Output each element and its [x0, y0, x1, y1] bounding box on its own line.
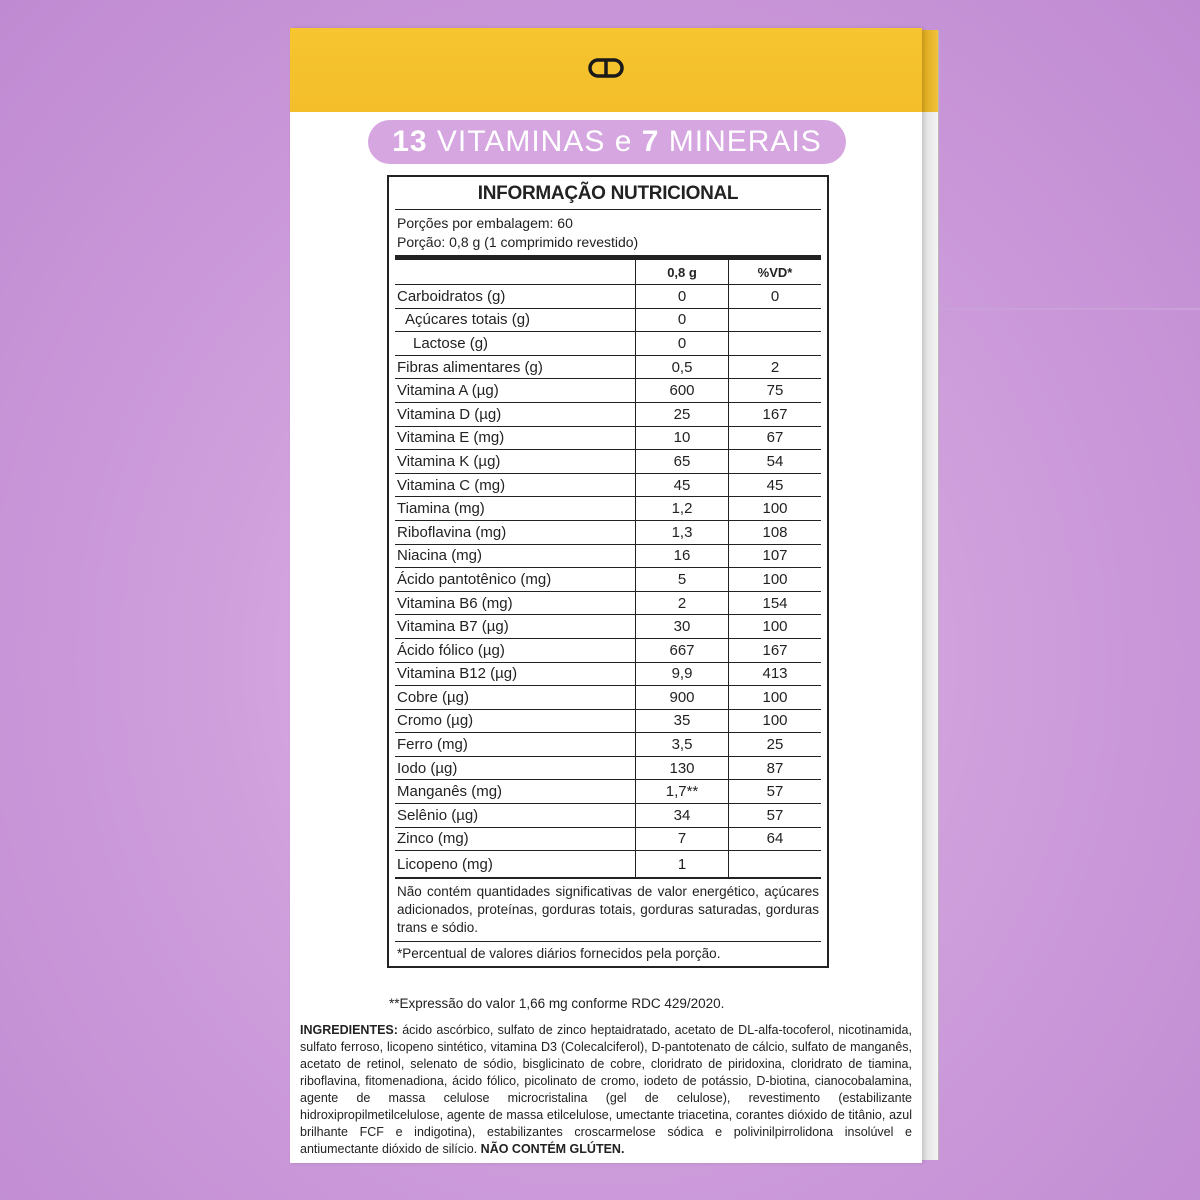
- nutrition-row: [395, 827, 821, 851]
- nutrition-row: [395, 426, 821, 450]
- nutrient-amount: 65: [636, 450, 729, 474]
- nutrition-header-row: [395, 260, 821, 285]
- nutrient-name: Vitamina A (µg): [395, 379, 636, 403]
- nutrient-dv: 154: [729, 591, 822, 615]
- nutrient-amount: 600: [636, 379, 729, 403]
- nutrient-name: Lactose (g): [395, 332, 636, 356]
- minerals-count: 7: [641, 125, 660, 158]
- nutrient-amount: 35: [636, 709, 729, 733]
- product-box-back: [290, 28, 922, 1163]
- nutrient-name: Cobre (µg): [395, 686, 636, 710]
- nutrient-name: Iodo (µg): [395, 756, 636, 780]
- nutrient-amount: 10: [636, 426, 729, 450]
- nutrition-row: [395, 308, 821, 332]
- nutrient-name: Vitamina B7 (µg): [395, 615, 636, 639]
- nutrient-dv: 64: [729, 827, 822, 851]
- nutrient-name: Selênio (µg): [395, 804, 636, 828]
- nutrient-name: Vitamina B12 (µg): [395, 662, 636, 686]
- nutrient-amount: 7: [636, 827, 729, 851]
- capsule-icon: [588, 58, 624, 78]
- nutrient-amount: 1: [636, 851, 729, 879]
- nutrient-dv: 54: [729, 450, 822, 474]
- serving-size: Porção: 0,8 g (1 comprimido revestido): [397, 234, 639, 250]
- nutrient-amount: 0,5: [636, 355, 729, 379]
- nutrition-rows: [395, 285, 821, 879]
- nutrition-row: [395, 544, 821, 568]
- nutrient-dv: 100: [729, 497, 822, 521]
- nutrition-row: [395, 709, 821, 733]
- nutrition-row: [395, 780, 821, 804]
- nutrient-name: Tiamina (mg): [395, 497, 636, 521]
- nutrition-facts-panel: [387, 175, 829, 968]
- nutrition-row: [395, 662, 821, 686]
- nutrition-table: [395, 260, 821, 879]
- nutrient-amount: 0: [636, 285, 729, 309]
- nutrient-amount: 3,5: [636, 733, 729, 757]
- nutrient-dv: 100: [729, 568, 822, 592]
- nutrient-name: Ácido pantotênico (mg): [395, 568, 636, 592]
- nutrient-column-header: [395, 260, 636, 285]
- nutrition-row: [395, 615, 821, 639]
- nutrient-name: Zinco (mg): [395, 827, 636, 851]
- nutrition-row: [395, 733, 821, 757]
- nutrient-amount: 1,7**: [636, 780, 729, 804]
- nutrient-dv: 67: [729, 426, 822, 450]
- nutrient-amount: 130: [636, 756, 729, 780]
- nutrient-name: Vitamina K (µg): [395, 450, 636, 474]
- vitamins-count: 13: [392, 125, 428, 158]
- nutrient-amount: 16: [636, 544, 729, 568]
- nutrient-name: Ácido fólico (µg): [395, 638, 636, 662]
- nutrient-amount: 2: [636, 591, 729, 615]
- nutrient-dv: 100: [729, 615, 822, 639]
- nutrient-dv: 57: [729, 804, 822, 828]
- nutrition-row: [395, 638, 821, 662]
- nutrient-dv: 25: [729, 733, 822, 757]
- nutrition-row: [395, 473, 821, 497]
- nutrition-row: [395, 497, 821, 521]
- nutrient-amount: 900: [636, 686, 729, 710]
- nutrient-name: Carboidratos (g): [395, 285, 636, 309]
- nutrition-row: [395, 686, 821, 710]
- nutrient-amount: 1,3: [636, 520, 729, 544]
- nutrient-amount: 0: [636, 332, 729, 356]
- nutrition-row: [395, 332, 821, 356]
- box-side-panel: [920, 30, 939, 1160]
- nutrient-amount: 45: [636, 473, 729, 497]
- nutrition-row: [395, 591, 821, 615]
- purple-stripe-right: [938, 308, 1200, 310]
- nutrient-name: Ferro (mg): [395, 733, 636, 757]
- headline-pill: [368, 120, 846, 164]
- servings-per-pack: Porções por embalagem: 60: [397, 215, 573, 231]
- nutrient-amount: 667: [636, 638, 729, 662]
- nutrient-name: Vitamina E (mg): [395, 426, 636, 450]
- nutrient-dv: 100: [729, 709, 822, 733]
- nutrient-dv: [729, 332, 822, 356]
- nutrient-name: Riboflavina (mg): [395, 520, 636, 544]
- nutrient-name: Niacina (mg): [395, 544, 636, 568]
- nutrient-dv: 75: [729, 379, 822, 403]
- nutrient-dv: 45: [729, 473, 822, 497]
- nutrient-amount: 5: [636, 568, 729, 592]
- nutrition-row: [395, 379, 821, 403]
- serving-info: [395, 210, 821, 260]
- nutrient-name: Fibras alimentares (g): [395, 355, 636, 379]
- nutrient-dv: 167: [729, 638, 822, 662]
- dv-column-header: %VD*: [729, 260, 822, 285]
- nutrient-dv: [729, 308, 822, 332]
- nutrient-amount: 0: [636, 308, 729, 332]
- nutrient-name: Cromo (µg): [395, 709, 636, 733]
- nutrient-name: Vitamina C (mg): [395, 473, 636, 497]
- nutrient-amount: 25: [636, 402, 729, 426]
- box-side-yellow-band: [920, 30, 938, 112]
- nutrition-row: [395, 520, 821, 544]
- minerals-word: MINERAIS: [668, 125, 822, 158]
- nutrient-name: Manganês (mg): [395, 780, 636, 804]
- nutrient-name: Vitamina D (µg): [395, 402, 636, 426]
- nutrient-dv: 107: [729, 544, 822, 568]
- dv-note: *Percentual de valores diários fornecidos pela porção.: [397, 946, 721, 962]
- nutrition-row: [395, 804, 821, 828]
- nutrient-dv: 2: [729, 355, 822, 379]
- ingredients-text: ácido ascórbico, sulfato de zinco heptaidratado, acetato de DL-alfa-tocoferol, nicotinamida, sulfato ferroso, licopeno sintético, vitamina D3 (Colecalciferol), D-pantotenato de cálcio, sulfato de manganês, acetato de retinol, selenato de sódio, bisglicinato de cobre, cloridrato de piridoxina, cloridrato de tiamina, riboflavina, fitomenadiona, ácido fólico, picolinato de cromo, iodeto de potássio, D-biotina, cianocobalamina, agente de massa celulose microcristalina (gel de celulose), revestimento (estabilizante hidroxipropilmetilcelulose, agente de massa etilcelulose, umectante triacetina, corantes dióxido de titânio, azul brilhante FCF e indigotina), estabilizantes croscarmelose sódica e polivinilpirrolidona insolúvel e antiumectante dióxido de silício.: [300, 1023, 912, 1156]
- nutrient-dv: [729, 851, 822, 879]
- nutrient-dv: 108: [729, 520, 822, 544]
- nutrition-row: [395, 568, 821, 592]
- nutrient-amount: 30: [636, 615, 729, 639]
- nutrition-row: [395, 402, 821, 426]
- nutrition-row: [395, 355, 821, 379]
- nutrient-dv: 100: [729, 686, 822, 710]
- nutrition-note: Não contém quantidades significativas de valor energético, açúcares adicionados, proteínas, gorduras totais, gorduras saturadas, gorduras trans e sódio.: [395, 879, 821, 942]
- nutrient-name: Vitamina B6 (mg): [395, 591, 636, 615]
- vitamins-word: VITAMINAS e: [436, 125, 633, 158]
- nutrient-dv: 413: [729, 662, 822, 686]
- nutrition-row: [395, 756, 821, 780]
- manganese-footnote: **Expressão do valor 1,66 mg conforme RDC 429/2020.: [389, 996, 725, 1011]
- amount-column-header: 0,8 g: [636, 260, 729, 285]
- nutrition-title: INFORMAÇÃO NUTRICIONAL: [395, 177, 821, 210]
- nutrition-row: [395, 851, 821, 879]
- nutrient-name: Licopeno (mg): [395, 851, 636, 879]
- nutrient-amount: 1,2: [636, 497, 729, 521]
- nutrient-amount: 34: [636, 804, 729, 828]
- nutrient-dv: 87: [729, 756, 822, 780]
- nutrient-dv: 57: [729, 780, 822, 804]
- nutrient-name: Açúcares totais (g): [395, 308, 636, 332]
- nutrient-dv: 167: [729, 402, 822, 426]
- yellow-band: [290, 28, 922, 112]
- ingredients-block: [300, 1022, 912, 1158]
- nutrition-row: [395, 450, 821, 474]
- nutrient-dv: 0: [729, 285, 822, 309]
- nutrient-amount: 9,9: [636, 662, 729, 686]
- nutrition-row: [395, 285, 821, 309]
- gluten-statement: NÃO CONTÉM GLÚTEN.: [480, 1142, 625, 1156]
- ingredients-label: INGREDIENTES:: [300, 1023, 398, 1037]
